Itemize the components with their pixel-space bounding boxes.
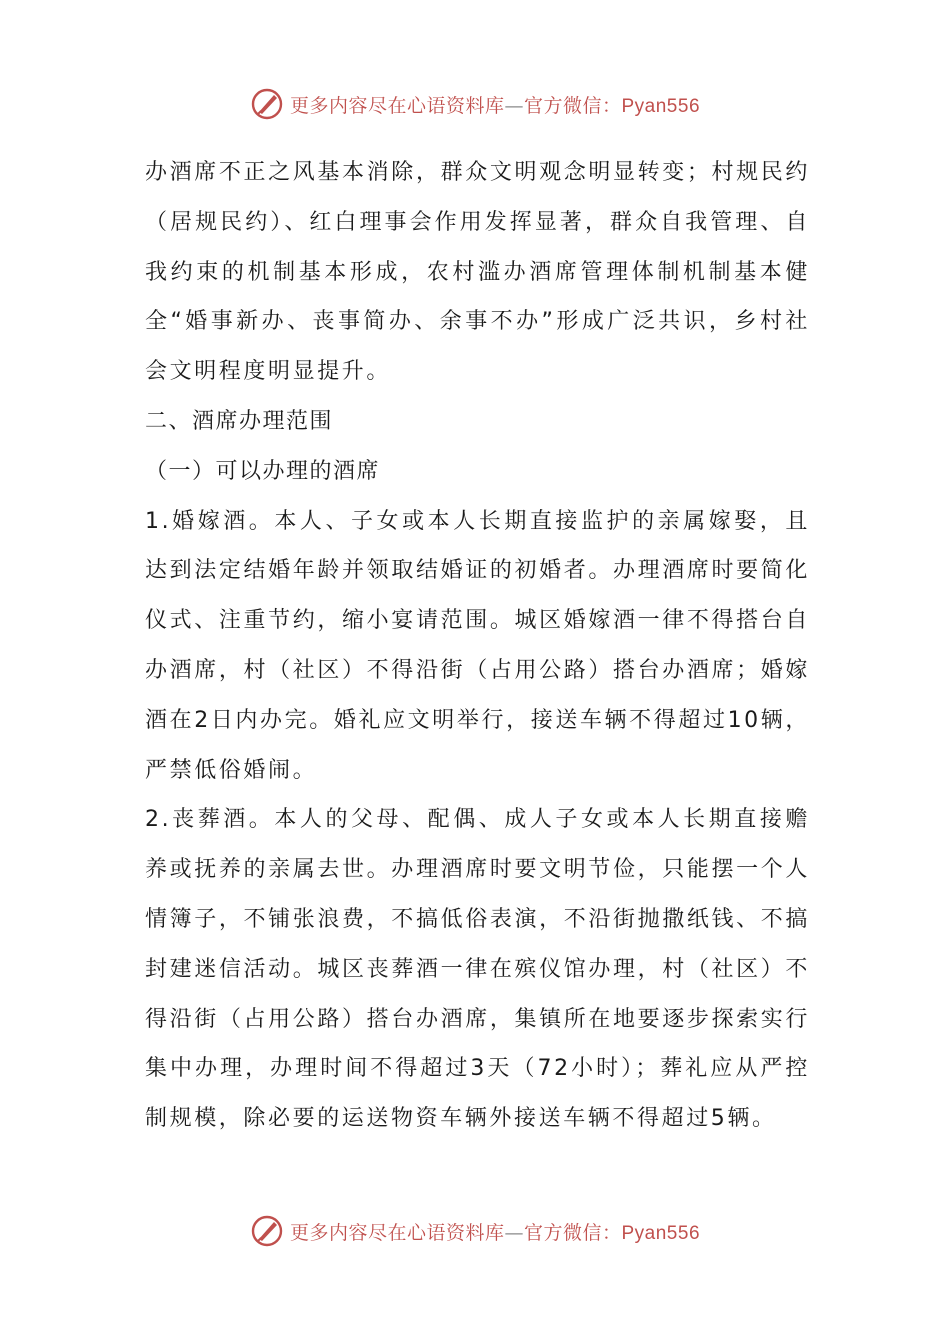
subsection-heading: （一）可以办理的酒席 <box>145 458 381 484</box>
quill-circle-icon <box>250 87 284 121</box>
paragraph: 1.婚嫁酒。本人、子女或本人长期直接监护的亲属嫁娶，且达到法定结婚年龄并领取结婚证的初婚者。办理酒席时要简化仪式、注重节约，缩小宴请范围。城区婚嫁酒一律不得搭台自办酒席，村（社区）不得沿街（占用公路）搭台办酒席；婚嫁酒在2日内办完。婚礼应文明举行，接送车辆不得超过10辆，严禁低俗婚闹。 <box>145 508 810 783</box>
watermark-text: 更多内容尽在心语资料库—官方微信：Pyan556 <box>289 94 701 117</box>
document-body <box>145 148 810 1144</box>
quill-circle-icon <box>250 1214 284 1248</box>
paragraph: 2.丧葬酒。本人的父母、配偶、成人子女或本人长期直接赡养或抚养的亲属去世。办理酒席时要文明节俭，只能摆一个人情簿子，不铺张浪费，不搞低俗表演，不沿街抛撒纸钱、不搞封建迷信活动。城区丧葬酒一律在殡仪馆办理，村（社区）不得沿街（占用公路）搭台办酒席，集镇所在地要逐步探索实行集中办理，办理时间不得超过3天（72小时）；葬礼应从严控制规模，除必要的运送物资车辆外接送车辆不得超过5辆。 <box>145 807 810 1132</box>
watermark-banner-top <box>0 82 950 126</box>
paragraph: 办酒席不正之风基本消除，群众文明观念明显转变；村规民约（居规民约）、红白理事会作用发挥显著，群众自我管理、自我约束的机制基本形成，农村滥办酒席管理体制机制基本健全“婚事新办、丧事简办、余事不办”形成广泛共识，乡村社会文明程度明显提升。 <box>145 160 810 385</box>
watermark-text: 更多内容尽在心语资料库—官方微信：Pyan556 <box>289 1221 701 1244</box>
section-heading: 二、酒席办理范围 <box>145 408 334 434</box>
watermark-banner-bottom <box>0 1209 950 1253</box>
